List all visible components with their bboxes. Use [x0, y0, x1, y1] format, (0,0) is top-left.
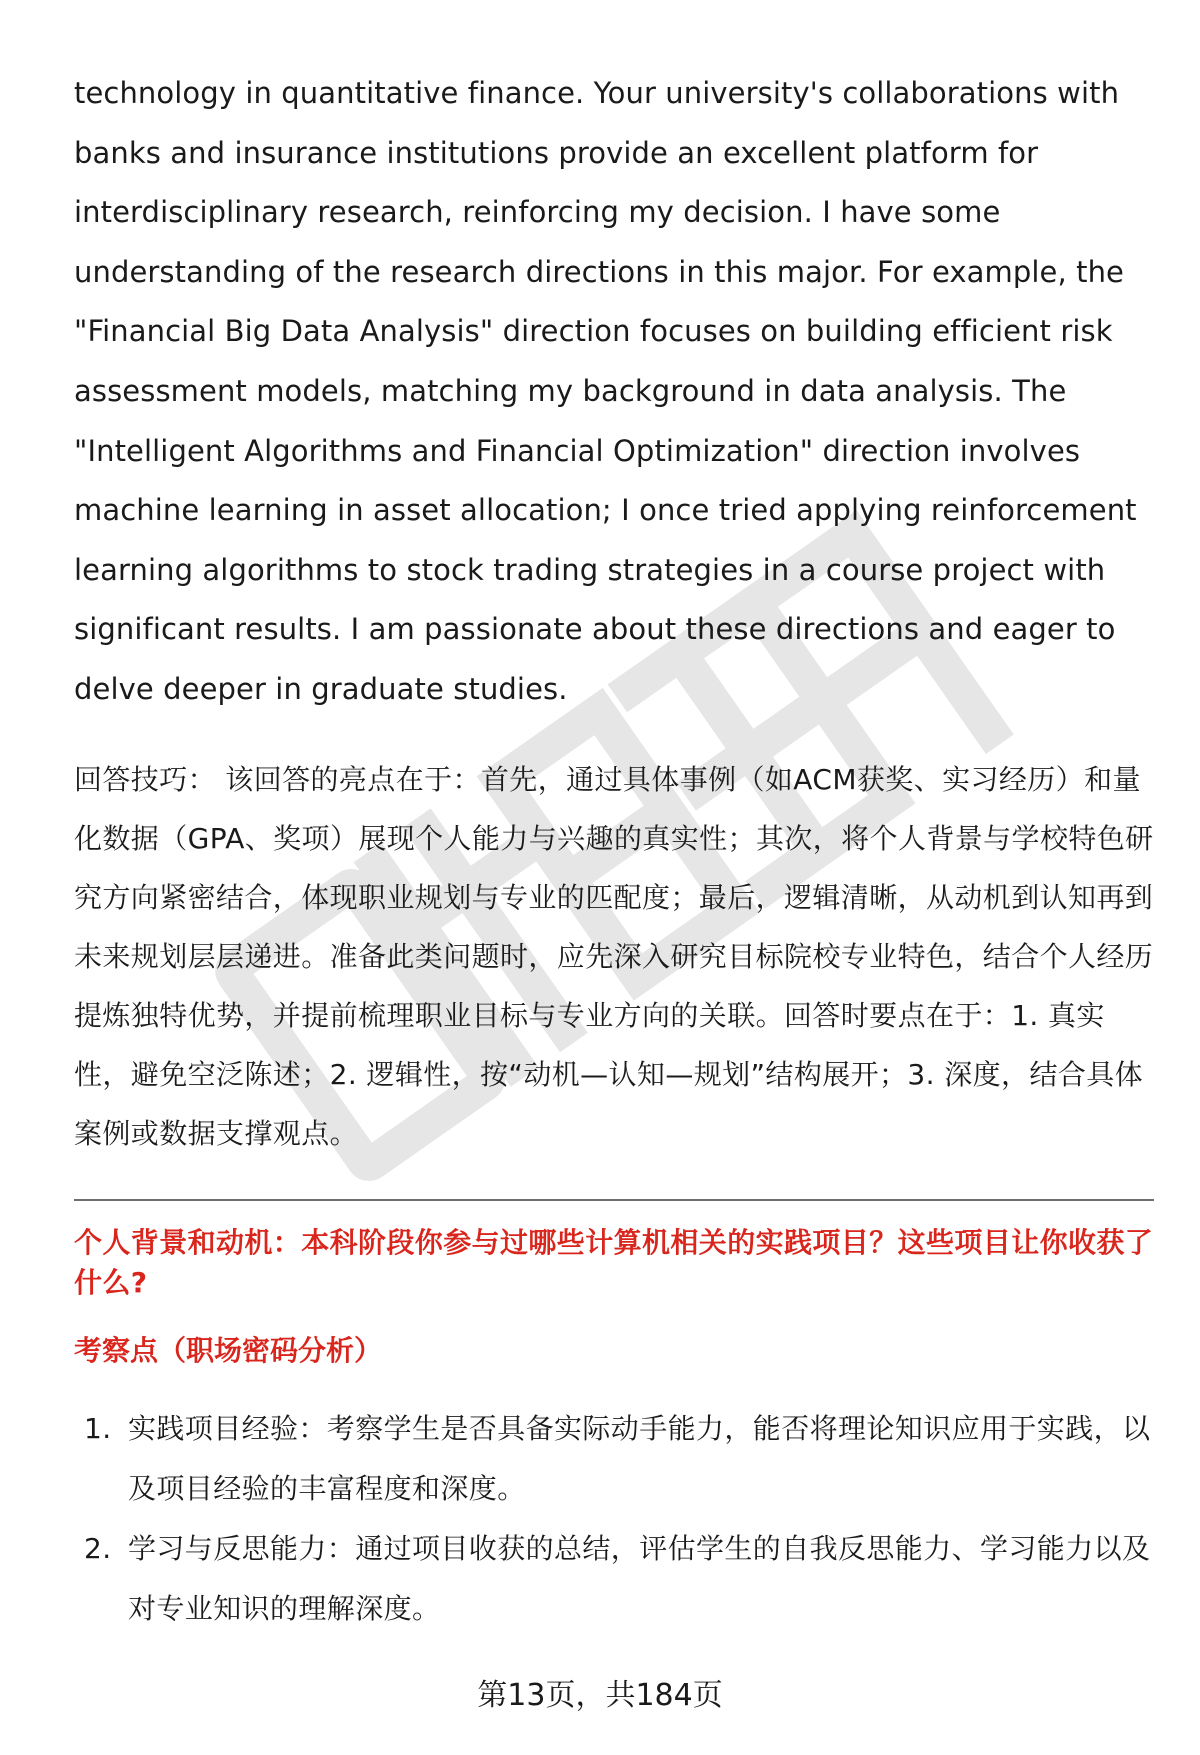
list-item-number: 1. — [84, 1411, 112, 1445]
list-item-text: 实践项目经验：考察学生是否具备实际动手能力，能否将理论知识应用于实践，以及项目经验的丰富程度和深度。 — [128, 1411, 1151, 1505]
list-item — [74, 1519, 1154, 1639]
page-number-footer: 第13页，共184页 — [477, 1678, 723, 1713]
list-item-text: 学习与反思能力：通过项目收获的总结，评估学生的自我反思能力、学习能力以及对专业知识的理解深度。 — [128, 1531, 1151, 1625]
list-item-number: 2. — [84, 1531, 112, 1565]
main-content — [74, 64, 1154, 1639]
body-paragraph: technology in quantitative finance. Your university's collaborations with banks and insurance institutions provide an excellent platform for interdisciplinary research, reinforcing my decision. I have some understanding of the research directions in this major. For example, the "Financial Big Data Analysis" direction focuses on building efficient risk assessment models, matching my background in data analysis. The "Intelligent Algorithms and Financial Optimization" direction involves machine learning in asset allocation; I once tried applying reinforcement learning algorithms to stock trading strategies in a course project with significant results. I am passionate about these directions and eager to delve deeper in graduate studies. — [74, 76, 1137, 706]
answer-tips-paragraph: 回答技巧： 该回答的亮点在于：首先，通过具体事例（如ACM获奖、实习经历）和量化数据（GPA、奖项）展现个人能力与兴趣的真实性；其次，将个人背景与学校特色研究方向紧密结合，体现职业规划与专业的匹配度；最后，逻辑清晰，从动机到认知再到未来规划层层递进。准备此类问题时，应先深入研究目标院校专业特色，结合个人经历提炼独特优势，并提前梳理职业目标与专业方向的关联。回答时要点在于：1. 真实性，避免空泛陈述；2. 逻辑性，按“动机—认知—规划”结构展开；3. 深度，结合具体案例或数据支撑观点。 — [74, 762, 1154, 1150]
assessment-points-list — [74, 1399, 1154, 1639]
assessment-points-heading: 考察点（职场密码分析） — [74, 1333, 383, 1367]
question-heading: 个人背景和动机：本科阶段你参与过哪些计算机相关的实践项目？这些项目让你收获了什么? — [74, 1225, 1154, 1299]
list-item — [74, 1399, 1154, 1519]
section-divider — [74, 1199, 1154, 1201]
